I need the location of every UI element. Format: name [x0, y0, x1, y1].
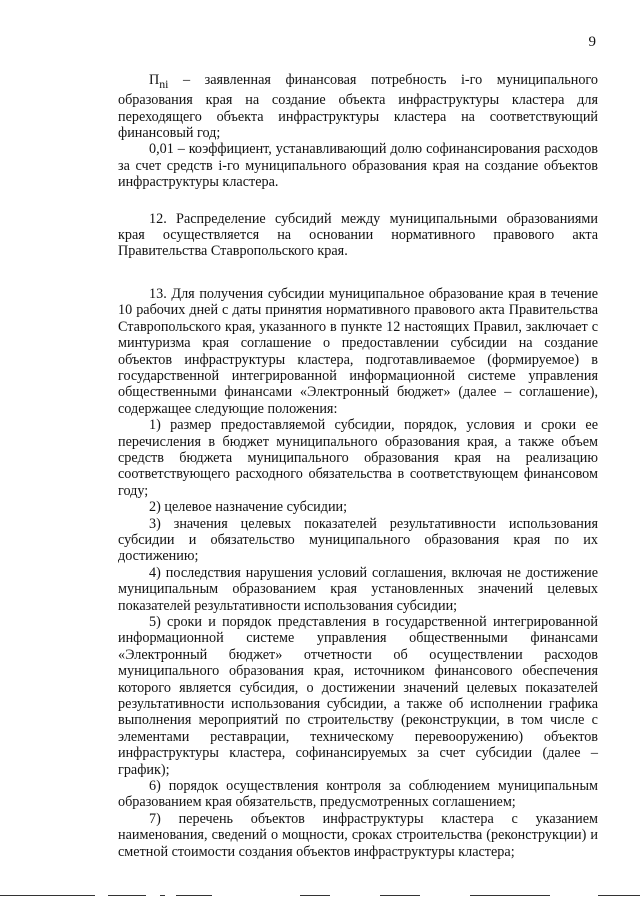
list-item-6: 6) порядок осуществления контроля за соблюдением муниципальным образованием края обязательств, предусмотренных соглашением;	[118, 778, 598, 811]
list-item-4: 4) последствия нарушения условий соглашения, включая не достижение муниципальным образованием края установленных значений целевых показателей результативности использования субсидии;	[118, 564, 598, 614]
paragraph-text: – заявленная финансовая потребность i-го муниципального образования края на создание объекта инфраструктуры кластера для переходящего объекта инфраструктуры кластера на соответствующий финансовый год;	[118, 72, 598, 142]
scan-footer-lines	[0, 888, 640, 905]
divider	[470, 895, 550, 896]
divider	[300, 895, 330, 896]
paragraph-coefficient: 0,01 – коэффициент, устанавливающий долю софинансирования расходов за счет средств i-го муниципального образования края на создание объектов инфраструктуры кластера.	[118, 141, 598, 191]
list-item-2: 2) целевое назначение субсидии;	[149, 499, 348, 516]
divider	[160, 895, 165, 896]
divider	[176, 895, 212, 896]
list-item-7: 7) перечень объектов инфраструктуры кластера с указанием наименования, сведений о мощности, сроках строительства (реконструкции) и сметной стоимости создания объектов инфраструктуры кластера;	[118, 810, 598, 860]
divider	[380, 895, 420, 896]
list-item-5: 5) сроки и порядок представления в государственной интегрированной информационной системе управления общественными финансами «Электронный бюджет» отчетности об осуществлении расходов муниципального образования края, источником финансового обеспечения которого является субсидия, о достижении значений целевых показателей результативности использования субсидии, а также об исполнении графика выполнения мероприятий по строительству (реконструкции, в том числе с элементами реставрации, техническому перевооружению) объектов инфраструктуры кластера, софинансируемых за счет субсидии (далее – график);	[118, 614, 598, 778]
document-body	[118, 72, 598, 860]
divider	[598, 895, 640, 896]
list-item-3: 3) значения целевых показателей результативности использования субсидии и обязательство муниципального образования края по их достижению;	[118, 515, 598, 565]
symbol-subscript: ni	[159, 76, 169, 91]
symbol-p: П	[149, 72, 160, 88]
list-item-1: 1) размер предоставляемой субсидии, порядок, условия и сроки ее перечисления в бюджет муниципального образования края, а также объем средств бюджета муниципального образования края на реализацию соответствующего расходного обязательства в соответствующем финансовом году;	[118, 417, 598, 499]
divider	[0, 895, 95, 896]
page-number: 9	[588, 34, 596, 50]
paragraph-item-12: 12. Распределение субсидий между муниципальными образованиями края осуществляется на основании нормативного правового акта Правительства Ставропольского края.	[118, 210, 598, 260]
divider	[108, 895, 146, 896]
paragraph-pni-definition	[118, 72, 598, 141]
paragraph-item-13: 13. Для получения субсидии муниципальное образование края в течение 10 рабочих дней с даты принятия нормативного правового акта Правительства Ставропольского края, указанного в пункте 12 настоящих Правил, заключает с минтуризма края соглашение о предоставлении субсидии на создание объектов инфраструктуры кластера, подготавливаемое (формируемое) в государственной интегрированной информационной системе управления общественными финансами «Электронный бюджет» (далее – соглашение), содержащее следующие положения:	[118, 285, 598, 417]
